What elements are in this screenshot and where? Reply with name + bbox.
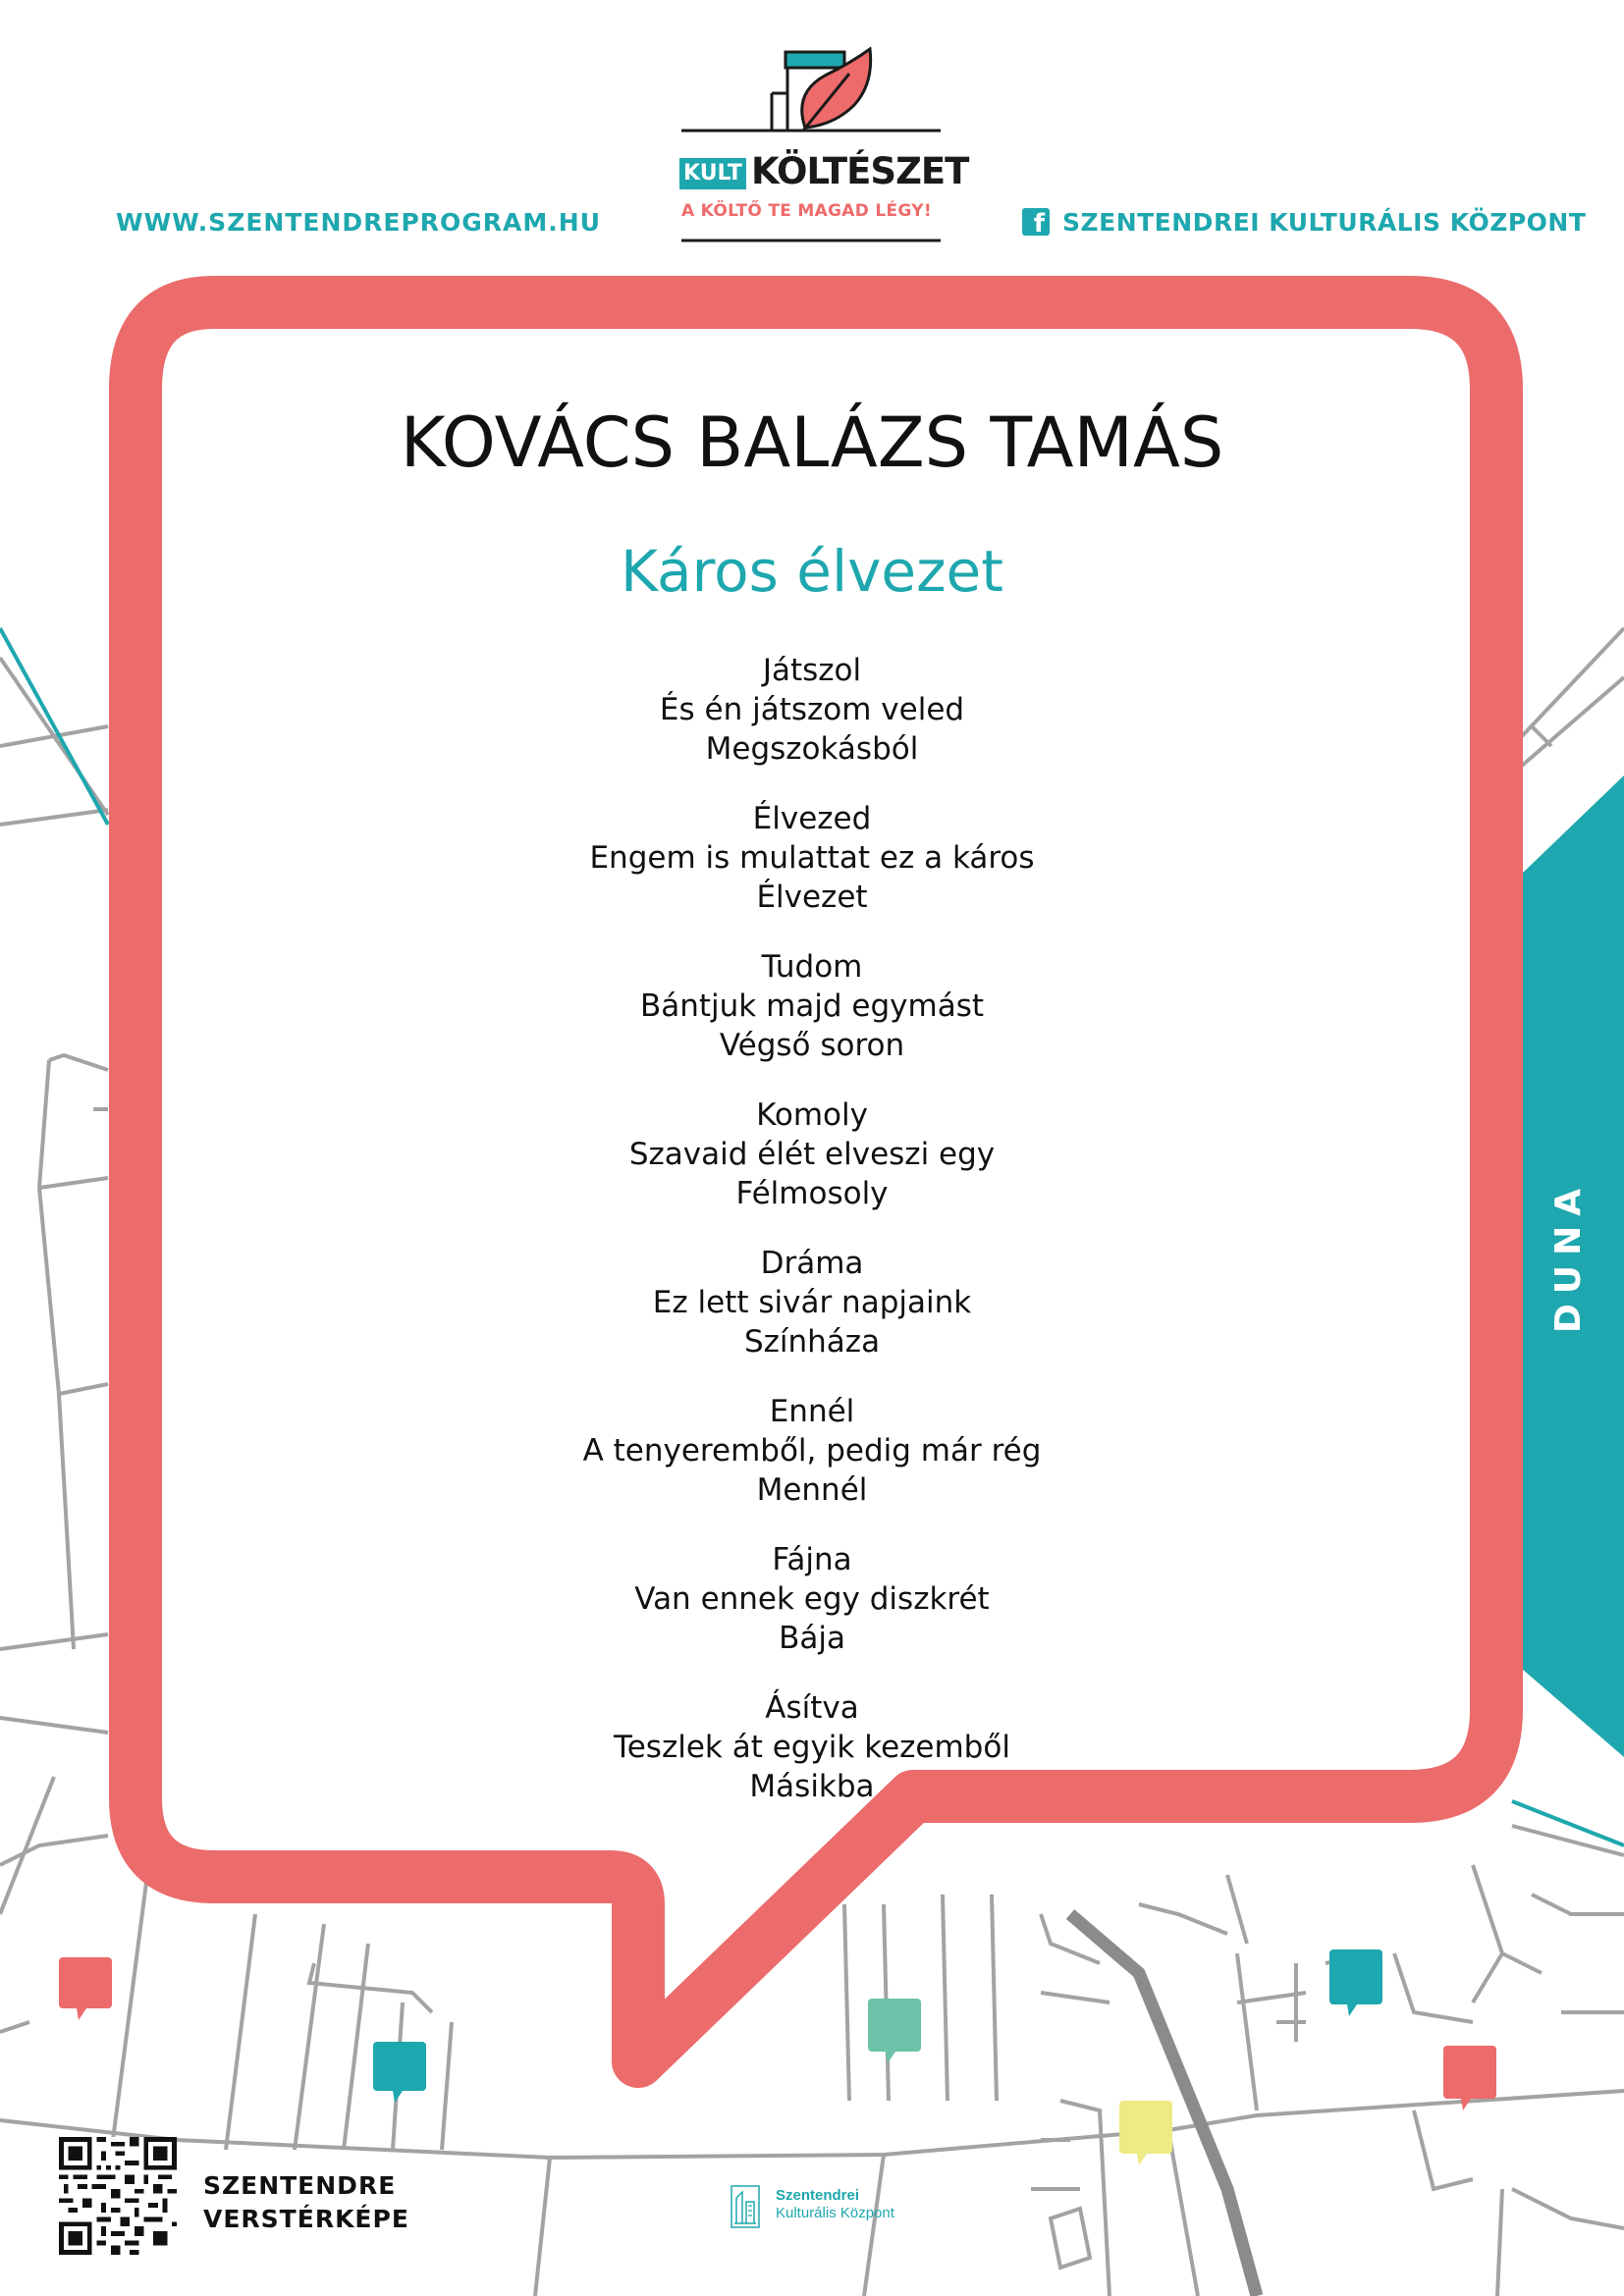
facebook-page-link[interactable]: SZENTENDREI KULTURÁLIS KÖZPONT	[1062, 208, 1587, 237]
verse-line: Félmosoly	[735, 1176, 889, 1211]
qr-code[interactable]	[59, 2137, 177, 2255]
website-link[interactable]: WWW.SZENTENDREPROGRAM.HU	[116, 208, 601, 237]
verse-line: Végső soron	[719, 1028, 905, 1063]
map-markers	[59, 1949, 1496, 2165]
stanza	[0, 799, 1624, 917]
stanza	[0, 947, 1624, 1065]
verse-line: Ásítva	[765, 1690, 859, 1726]
verse-line: Megszokásból	[705, 731, 919, 767]
poem-title: Káros élvezet	[621, 538, 1003, 605]
stanza	[0, 1095, 1624, 1213]
poem-body	[0, 651, 1624, 1837]
verse-line: Színháza	[743, 1324, 881, 1360]
verse-line: Másikba	[749, 1769, 875, 1804]
verse-line: Szavaid élét elveszi egy	[628, 1137, 996, 1172]
stanza	[0, 1392, 1624, 1510]
facebook-icon: f	[1022, 208, 1050, 236]
logo-slogan: A KÖLTŐ TE MAGAD LÉGY!	[681, 201, 932, 221]
stanza	[0, 1688, 1624, 1806]
org-name-line: Szentendrei	[776, 2187, 860, 2204]
verse-line: Bája	[779, 1621, 845, 1656]
verse-line: Dráma	[760, 1246, 864, 1281]
verse-line: Ennél	[769, 1394, 855, 1429]
stanza	[0, 1244, 1624, 1362]
org-building-icon	[731, 2184, 760, 2229]
verse-line: Játszol	[762, 653, 862, 688]
verse-line: Komoly	[756, 1097, 868, 1133]
verse-line: Ez lett sivár napjaink	[652, 1285, 972, 1320]
map-label-line: VERSTÉRKÉPE	[203, 2205, 409, 2233]
footer-map-label	[203, 2169, 409, 2236]
verse-line: Élvezed	[752, 801, 872, 836]
org-name-line: Kulturális Központ	[776, 2205, 894, 2221]
stanza	[0, 651, 1624, 769]
verse-line: Mennél	[756, 1472, 868, 1508]
verse-line: Tudom	[761, 949, 863, 985]
stanza	[0, 1540, 1624, 1658]
verse-line: Teszlek át egyik kezemből	[614, 1730, 1010, 1765]
logo-title: KÖLTÉSZET	[751, 150, 969, 192]
verse-line: Fájna	[772, 1542, 852, 1577]
map-label-line: SZENTENDRE	[203, 2171, 397, 2200]
verse-line: Élvezet	[756, 880, 868, 915]
verse-line: Engem is mulattat ez a káros	[589, 840, 1035, 876]
logo-kult-badge: KULT	[679, 158, 746, 189]
verse-line: Bántjuk majd egymást	[639, 988, 985, 1024]
verse-line: És én játszom veled	[659, 692, 965, 727]
poem-author: KOVÁCS BALÁZS TAMÁS	[400, 402, 1224, 483]
verse-line: A tenyeremből, pedig már rég	[582, 1433, 1042, 1468]
verse-line: Van ennek egy diszkrét	[634, 1581, 990, 1617]
river-label: DUNA	[1548, 1178, 1589, 1333]
org-name	[776, 2187, 894, 2222]
